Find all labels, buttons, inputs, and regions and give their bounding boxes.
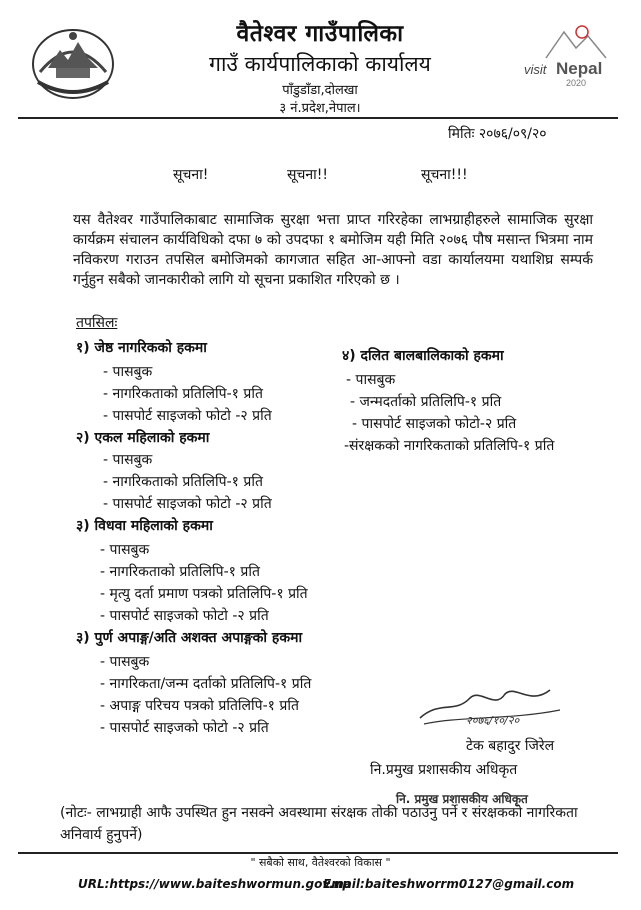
handwritten-date: २०७६/१०/२० [466,714,520,727]
list-item: - पासपोर्ट साइजको फोटो-२ प्रति [352,416,517,432]
category-title-senior: १) जेष्ठ नागरिकको हकमा [76,340,207,356]
footer-divider [18,852,618,854]
list-item: -संरक्षकको नागरिकताको प्रतिलिपि-१ प्रति [344,438,555,454]
signatory-role: नि.प्रमुख प्रशासकीय अधिकृत [370,762,518,778]
list-item: - पासबुक [100,654,150,670]
visit-nepal-logo [516,18,612,88]
signatory-name: टेक बहादुर जिरेल [466,738,555,754]
list-item: - नागरिकता/जन्म दर्ताको प्रतिलिपि-१ प्रति [100,676,312,692]
list-item: - पासपोर्ट साइजको फोटो -२ प्रति [103,408,272,424]
list-item: - मृत्यु दर्ता प्रमाण पत्रको प्रतिलिपि-१ प्रति [100,586,308,602]
notice-body: यस वैतेश्वर गाउँपालिकाबाट सामाजिक सुरक्षा भत्ता प्राप्त गरिरहेका लाभग्राहीहरुले सामाजिक सुरक्षा कार्यक्रम संचालन कार्यविधिको दफा ७ को उपदफा १ बमोजिम यही मिति २०७६ पौष मसान्त भित्रमा नाम नविकरण गराउन तपसिल बमोजिमको कागजात सहित आ-आफ्नो वडा कार्यालयमा यथाशिघ्र सम्पर्क गर्नुहुन सबैको जानकारीको लागि यो सूचना प्रकाशित गरिएको छ । [73,212,593,288]
address-line-2: ३ नं.प्रदेश,नेपाल। [279,101,361,116]
contact-email[interactable]: Email:baiteshworrm0127@gmail.com [323,877,575,891]
visit-word: visit [524,62,547,77]
list-item: - जन्मदर्ताको प्रतिलिपि-१ प्रति [350,394,502,410]
category-title-dalit-children: ४) दलित बालबालिकाको हकमा [342,348,504,364]
list-item: - पासबुक [346,372,396,388]
list-heading: तपसिलः [76,315,118,331]
office-subtitle: गाउँ कार्यपालिकाको कार्यालय [209,52,431,76]
category-title-widow: ३) विधवा महिलाको हकमा [76,518,213,534]
list-item: - नागरिकताको प्रतिलिपि-१ प्रति [103,474,263,490]
list-item: - अपाङ्ग परिचय पत्रको प्रतिलिपि-१ प्रति [100,698,299,714]
official-stamp: नि. प्रमुख प्रशासकीय अधिकृत [396,792,528,806]
list-item: - पासपोर्ट साइजको फोटो -२ प्रति [100,720,269,736]
website-url[interactable]: URL:https://www.baiteshwormun.gov.np [78,877,351,891]
list-item: - पासबुक [103,364,153,380]
list-item: - नागरिकताको प्रतिलिपि-१ प्रति [100,564,260,580]
list-item: - पासपोर्ट साइजको फोटो -२ प्रति [103,496,272,512]
document-date: मितिः २०७६/०९/२० [448,126,547,142]
year-word: 2020 [566,78,587,88]
office-title: वैतेश्वर गाउँपालिका [236,21,404,47]
notice-heading-1: सूचना! [173,167,209,183]
list-item: - नागरिकताको प्रतिलिपि-१ प्रति [103,386,263,402]
category-title-disabled: ३) पुर्ण अपाङ्ग/अति अशक्त अपाङ्गको हकमा [76,630,303,646]
category-title-single-women: २) एकल महिलाको हकमा [76,430,210,446]
list-item: - पासबुक [103,452,153,468]
list-item: - पासपोर्ट साइजको फोटो -२ प्रति [100,608,269,624]
header-divider [18,117,618,119]
footer-slogan: " सबैको साथ, वैतेश्वरको विकास " [250,856,391,869]
list-item: - पासबुक [100,542,150,558]
handwritten-signature [410,680,570,730]
address-line-1: पाँडुडाँडा,दोलखा [282,83,358,98]
nepal-word: Nepal [556,59,603,78]
notice-heading-3: सूचना!!! [421,167,468,183]
notice-heading-2: सूचना!! [287,167,328,183]
footnote: (नोटः- लाभग्राही आफै उपस्थित हुन नसक्ने अवस्थामा संरक्षक तोकी पठाउनु पर्ने र संरक्षकको नागरिकता अनिवार्य हुनुपर्ने) [60,805,578,843]
nepal-emblem-logo [28,22,118,102]
